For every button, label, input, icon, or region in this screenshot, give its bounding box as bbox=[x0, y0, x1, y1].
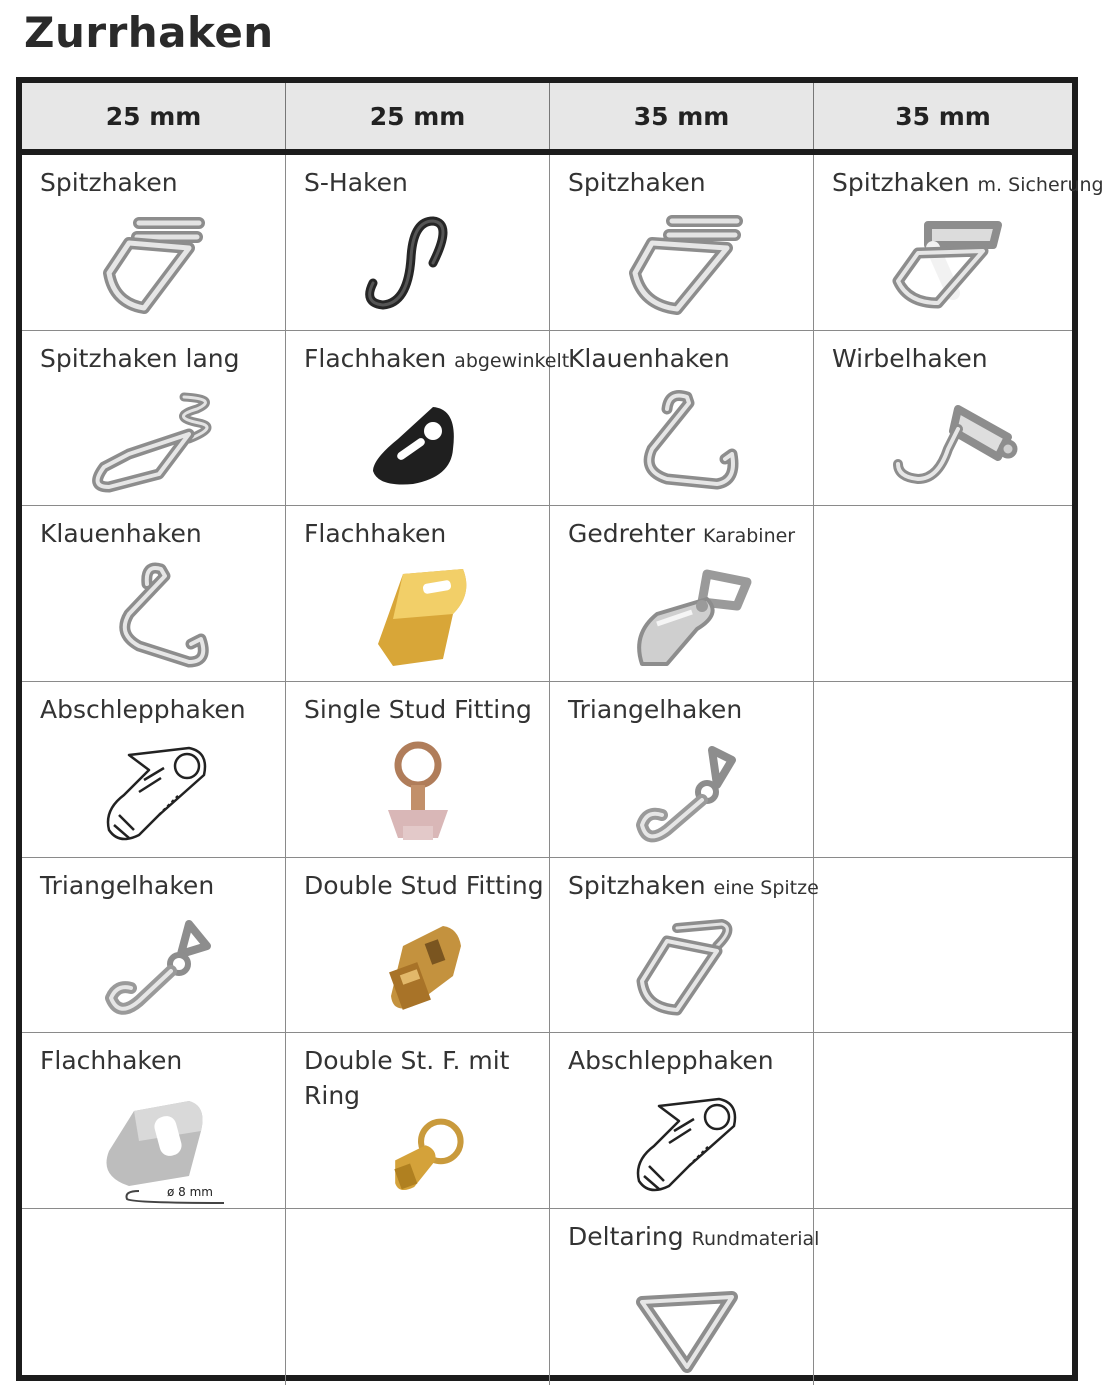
single-stud-fitting-image bbox=[333, 730, 503, 855]
cell-label: Double St. F. mit Ring bbox=[304, 1046, 510, 1111]
cell-spitzhaken-lang bbox=[22, 331, 286, 507]
cell-label: Wirbelhaken bbox=[832, 343, 988, 373]
triangelhaken-image bbox=[69, 906, 239, 1031]
spitzhaken-image bbox=[597, 203, 767, 328]
spitzhaken-eine-spitze-image bbox=[597, 906, 767, 1031]
double-stud-ring-image bbox=[333, 1111, 503, 1206]
cell-label: Flachhaken abgewinkelt bbox=[304, 343, 570, 373]
spitzhaken-lang-image bbox=[69, 379, 239, 504]
dimension-label: ø 8 mm bbox=[166, 1185, 213, 1200]
cell-abschlepphaken-25 bbox=[22, 682, 286, 858]
double-stud-fitting-image bbox=[333, 906, 503, 1031]
cell-spitzhaken-eine-spitze bbox=[550, 858, 819, 1034]
flachhaken-abgewinkelt-image bbox=[333, 379, 503, 504]
cell-label: Abschlepphaken bbox=[568, 1046, 774, 1076]
cell-deltaring bbox=[550, 1209, 820, 1385]
column-header-4: 35 mm bbox=[895, 101, 991, 131]
cell-flachhaken-rund bbox=[22, 1033, 286, 1209]
cell-double-stud-fitting bbox=[286, 858, 550, 1034]
cell-label: Triangelhaken bbox=[568, 695, 743, 725]
cell-label: Deltaring Rundmaterial bbox=[568, 1222, 820, 1252]
cell-empty bbox=[814, 506, 1072, 682]
cell-abschlepphaken-35 bbox=[550, 1033, 814, 1209]
cell-label: Klauenhaken bbox=[568, 343, 730, 373]
triangelhaken-image bbox=[597, 730, 767, 855]
hook-table bbox=[16, 77, 1104, 1381]
cell-label: Flachhaken bbox=[304, 519, 447, 549]
cell-triangelhaken-25 bbox=[22, 858, 286, 1034]
column-header-2: 25 mm bbox=[286, 83, 550, 149]
cell-flachhaken-abgewinkelt bbox=[286, 331, 570, 507]
cell-label: Double Stud Fitting bbox=[304, 870, 544, 900]
spitzhaken-image bbox=[69, 203, 239, 328]
cell-double-stud-ring bbox=[286, 1033, 550, 1209]
abschlepphaken-drawing bbox=[69, 730, 239, 855]
cell-empty bbox=[22, 1209, 286, 1385]
cell-spitzhaken-35 bbox=[550, 155, 814, 331]
cell-label: Spitzhaken eine Spitze bbox=[568, 870, 819, 900]
cell-label: S-Haken bbox=[304, 168, 408, 197]
cell-klauenhaken-35 bbox=[550, 331, 814, 507]
cell-label: Spitzhaken bbox=[40, 168, 178, 197]
gedrehter-karabiner-image bbox=[597, 554, 767, 679]
klauenhaken-image bbox=[69, 554, 239, 679]
cell-empty bbox=[814, 682, 1072, 858]
spitzhaken-sicherung-image bbox=[858, 203, 1028, 328]
flachhaken-image bbox=[69, 1081, 239, 1206]
cell-empty bbox=[286, 1209, 550, 1385]
cell-label: Spitzhaken m. Sicherung bbox=[832, 168, 1104, 197]
cell-label: Single Stud Fitting bbox=[304, 695, 532, 725]
column-header-3: 35 mm bbox=[550, 83, 814, 149]
cell-spitzhaken-sicherung bbox=[814, 155, 1104, 331]
cell-label: Triangelhaken bbox=[40, 870, 215, 900]
cell-label: Flachhaken bbox=[40, 1046, 183, 1076]
column-header-1: 25 mm bbox=[22, 83, 286, 149]
cell-single-stud-fitting bbox=[286, 682, 550, 858]
deltaring-image bbox=[597, 1257, 767, 1382]
cell-empty bbox=[814, 1209, 1072, 1385]
cell-label: Spitzhaken lang bbox=[40, 343, 240, 373]
cell-s-haken bbox=[286, 155, 550, 331]
table-body bbox=[22, 155, 1104, 1375]
cell-empty bbox=[814, 1033, 1072, 1209]
cell-gedrehter-karabiner bbox=[550, 506, 814, 682]
flachhaken-gold-image bbox=[333, 554, 503, 679]
cell-label: Spitzhaken bbox=[568, 168, 706, 197]
wirbelhaken-image bbox=[858, 379, 1028, 504]
cell-spitzhaken-25 bbox=[22, 155, 286, 331]
abschlepphaken-drawing bbox=[597, 1081, 767, 1206]
cell-label: Abschlepphaken bbox=[40, 695, 246, 725]
table-header bbox=[22, 83, 1072, 155]
cell-triangelhaken-35 bbox=[550, 682, 814, 858]
klauenhaken-image bbox=[597, 379, 767, 504]
s-haken-image bbox=[333, 203, 503, 328]
cell-label: Klauenhaken bbox=[40, 519, 202, 549]
cell-klauenhaken-25 bbox=[22, 506, 286, 682]
cell-flachhaken-25 bbox=[286, 506, 550, 682]
cell-wirbelhaken bbox=[814, 331, 1072, 507]
cell-label: Gedrehter Karabiner bbox=[568, 519, 796, 549]
page-title: Zurrhaken bbox=[24, 8, 274, 57]
cell-empty bbox=[814, 858, 1072, 1034]
